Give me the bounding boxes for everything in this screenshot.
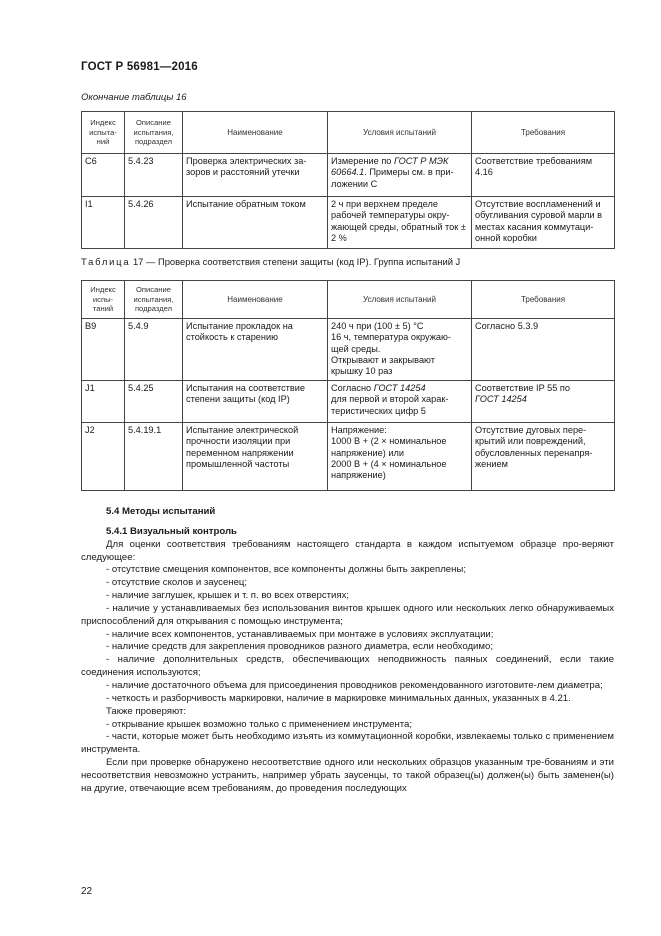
list-item: - наличие всех компонентов, устанавливаемых при монтаже в условиях эксплуатации; bbox=[106, 628, 494, 640]
paragraph: Для оценки соответствия требованиям настоящего стандарта в каждом испытуемом образце про-веряют следующее: bbox=[81, 538, 614, 563]
cell-index: I1 bbox=[82, 197, 125, 249]
list-item: - отсутствие сколов и заусенец; bbox=[106, 577, 248, 589]
cell-requirements: Соответствие требованиям 4.16 bbox=[472, 154, 615, 197]
cell-section: 5.4.25 bbox=[125, 381, 183, 423]
page-number: 22 bbox=[81, 886, 93, 897]
list-item: - наличие средств для закрепления проводников разного диаметра, если необходимо; bbox=[106, 641, 494, 653]
cell-index: J1 bbox=[82, 381, 125, 423]
standard-reference: ГОСТ 14254 bbox=[475, 394, 527, 405]
header-requirements: Требования bbox=[472, 112, 615, 154]
cell-name: Испытание обратным током bbox=[183, 197, 328, 249]
header-index: Индекс испыта-ний bbox=[82, 112, 125, 154]
table-17 bbox=[81, 280, 615, 491]
cell-conditions: 240 ч при (100 ± 5) °С 16 ч, температура окружаю-щей среды. Открывают и закрывают крышку 10 раз bbox=[328, 319, 472, 381]
cond-text: Измерение по bbox=[331, 156, 394, 166]
list-item: - отсутствие смещения компонентов, все компоненты должны быть закреплены; bbox=[106, 564, 466, 576]
cell-section: 5.4.19.1 bbox=[125, 423, 183, 491]
cell-conditions: 2 ч при верхнем пределе рабочей температуры окру-жающей среды, обратный ток ± 2 % bbox=[328, 197, 472, 249]
cond-text: . Примеры см. в при-ложении С bbox=[331, 167, 454, 189]
cell-name: Испытания на соответствие степени защиты (код IP) bbox=[183, 381, 328, 423]
list-item: - наличие у устанавливаемых без использования винтов крышек одного или нескольких легко обнаруживаемых приспособлений для открывания с помощью инструмента; bbox=[81, 602, 614, 627]
list-item: - наличие достаточного объема для присоединения проводников рекомендованного изготовите-лем диаметра; bbox=[106, 679, 603, 691]
standard-reference: ГОСТ Р МЭК 60664.1 bbox=[331, 156, 449, 178]
caption-label: Таблица bbox=[81, 256, 131, 267]
section-heading: 5.4 Методы испытаний bbox=[106, 506, 216, 517]
cell-conditions bbox=[328, 381, 472, 423]
list-item: - четкость и разборчивость маркировки, наличие в маркировке минимальных данных, указанных в 4.21. bbox=[106, 692, 571, 704]
header-conditions: Условия испытаний bbox=[328, 281, 472, 319]
table-header-row bbox=[82, 112, 615, 154]
header-requirements: Требования bbox=[472, 281, 615, 319]
standard-reference: ГОСТ 14254 bbox=[373, 383, 426, 393]
list-item: - наличие дополнительных средств, обеспечивающих неподвижность паяных соединений, если такие соединения используются; bbox=[81, 654, 614, 679]
cell-conditions bbox=[328, 154, 472, 197]
cell-requirements: Отсутствие воспламенений и обугливания суровой марли в местах касания коммутаци-онной коробки bbox=[472, 197, 615, 249]
table-16 bbox=[81, 111, 615, 249]
header-name: Наименование bbox=[183, 112, 328, 154]
cell-conditions: Напряжение: 1000 В + (2 × номинальное напряжение) или 2000 В + (4 × номинальное напряжение) bbox=[328, 423, 472, 491]
list-item: - наличие заглушек, крышек и т. п. во всех отверстиях; bbox=[106, 590, 350, 602]
table-row bbox=[82, 154, 615, 197]
table-row bbox=[82, 423, 615, 491]
cell-section: 5.4.23 bbox=[125, 154, 183, 197]
cell-name: Испытание электрической прочности изоляции при переменном напряжении промышленной частоты bbox=[183, 423, 328, 491]
header-section: Описание испытания, подраздел bbox=[125, 112, 183, 154]
header-index: Индекс испы-таний bbox=[82, 281, 125, 319]
cell-index: B9 bbox=[82, 319, 125, 381]
document-code-header: ГОСТ Р 56981—2016 bbox=[81, 61, 198, 73]
cell-requirements: Согласно 5.3.9 bbox=[472, 319, 615, 381]
cell-requirements: Отсутствие дуговых пере-крытий или повреждений, обусловленных перенапря-жением bbox=[472, 423, 615, 491]
header-conditions: Условия испытаний bbox=[328, 112, 472, 154]
cell-section: 5.4.26 bbox=[125, 197, 183, 249]
table-row bbox=[82, 319, 615, 381]
cell-section: 5.4.9 bbox=[125, 319, 183, 381]
cond-text: для первой и второй харак-теристических цифр 5 bbox=[331, 394, 449, 416]
cell-name: Испытание прокладок на стойкость к старению bbox=[183, 319, 328, 381]
cell-index: C6 bbox=[82, 154, 125, 197]
table-17-caption bbox=[81, 256, 460, 267]
paragraph: Также проверяют: bbox=[106, 705, 187, 717]
table-row bbox=[82, 197, 615, 249]
section-text bbox=[81, 506, 614, 796]
header-section: Описание испытания, подраздел bbox=[125, 281, 183, 319]
table-row bbox=[82, 381, 615, 423]
cond-text: Согласно bbox=[331, 383, 374, 393]
req-text: Соответствие IP 55 по bbox=[475, 383, 570, 393]
paragraph: Если при проверке обнаружено несоответствие одного или нескольких образцов указанным тре-бованиям и эти несоответствия невозможно устранить, например убрать заусенцы, то такой образец(ы) должен(ы) быть заменен(ы) на другие, отвечающие всем требованиям, до проведения последующих bbox=[81, 757, 614, 794]
table-continuation-label: Окончание таблицы 16 bbox=[81, 92, 187, 103]
cell-name: Проверка электрических за-зоров и расстояний утечки bbox=[183, 154, 328, 197]
list-item: - открывание крышек возможно только с применением инструмента; bbox=[106, 718, 413, 730]
cell-index: J2 bbox=[82, 423, 125, 491]
header-name: Наименование bbox=[183, 281, 328, 319]
table-header-row bbox=[82, 281, 615, 319]
cell-requirements bbox=[472, 381, 615, 423]
subsection-heading: 5.4.1 Визуальный контроль bbox=[106, 525, 237, 537]
caption-text: 17 — Проверка соответствия степени защиты (код IP). Группа испытаний J bbox=[132, 256, 461, 267]
list-item: - части, которые может быть необходимо изъять из коммутационной коробки, извлекаемы только с применением инструмента. bbox=[81, 731, 614, 756]
